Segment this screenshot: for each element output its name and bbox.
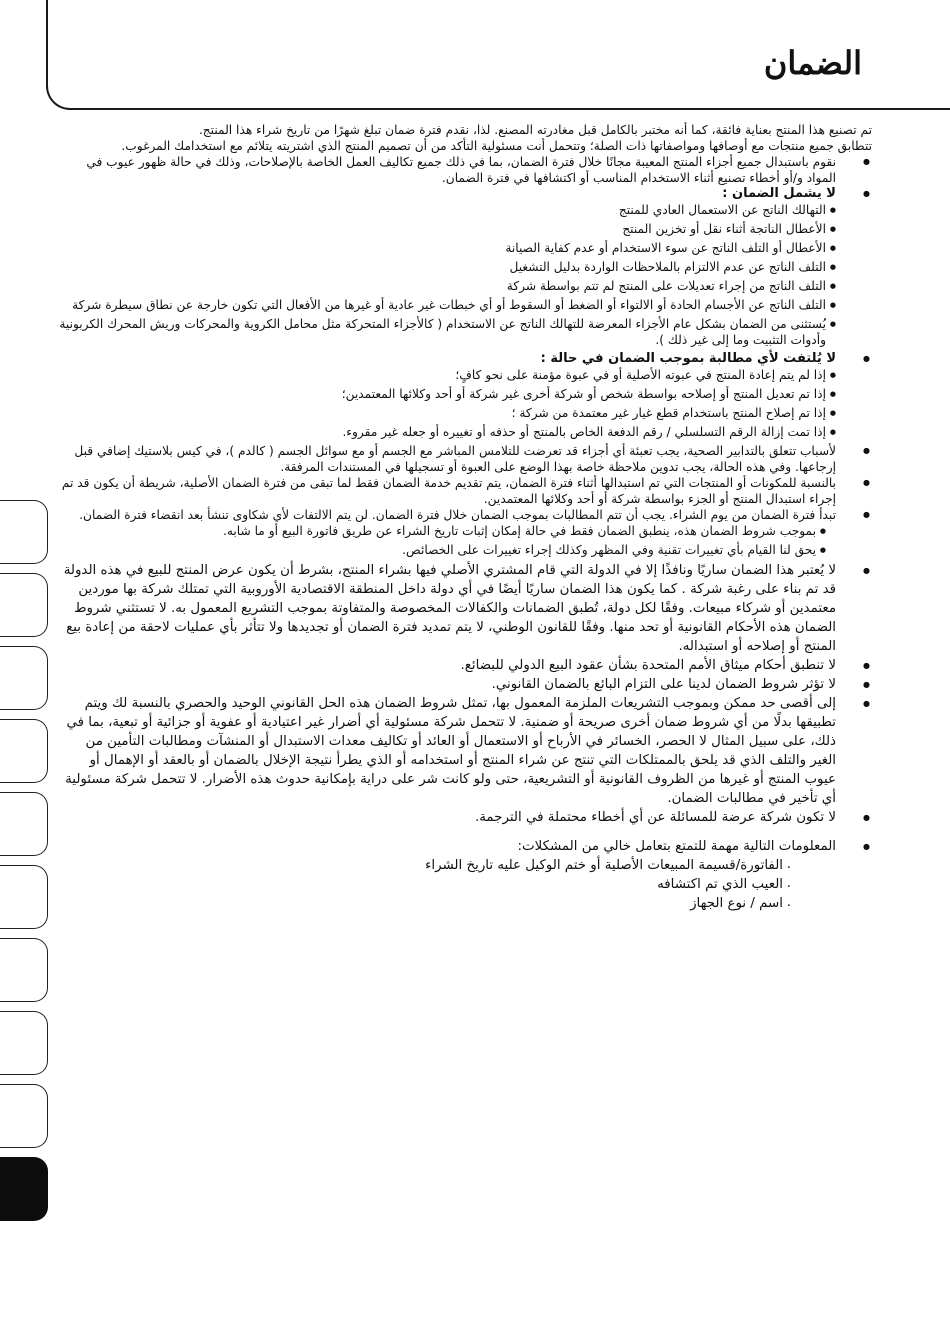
list-item: . الفاتورة/قسيمة المبيعات الأصلية أو ختم الوكيل عليه تاريخ الشراء xyxy=(56,856,791,875)
list-item: ● الأعطال أو التلف الناتج عن سوء الاستخدام أو عدم كفاية الصيانة xyxy=(56,240,836,256)
info-list xyxy=(56,856,836,913)
list-item: . العيب الذي تم اكتشافه xyxy=(56,875,791,894)
section-tabs xyxy=(0,500,48,1230)
seller-clause: ● لا تؤثر شروط الضمان لدينا على التزام البائع بالضمان القانوني. xyxy=(56,675,872,694)
replaced-parts-clause: ● بالنسبة للمكونات أو المنتجات التي تم استبدالها أثناء فترة الضمان، يتم تقديم خدمة الضمان فقط لما تبقى من فترة الضمان الأصلية، شريطة أن يكون قد تم إجراء استبدال المنتج أو الجزء بواسطة شركة أو أحد وكلائها المعتمدين. xyxy=(56,475,872,507)
liability-clause: ● إلى أقصى حد ممكن وبموجب التشريعات الملزمة المعمول بها، تمثل شروط الضمان هذه الحل القانوني الوحيد والحصري بالنسبة لك ويتم تطبيقها بدلًا من أي شروط ضمان أخرى صريحة أو ضمنية. لا تتحمل شركة مسئولية أي أضرار غير اعتيادية أو عفوية أو جزائية أو تبعية، بما في ذلك، على سبيل المثال لا الحصر، الخسائر في الأرباح أو الاستعمال أو العائد أو تكاليف معدات الاستبدال أو المنشآت ومطالبات التأمين من الغير والتلف الذي قد يلحق بالممتلكات التي تنتج عن شراء المنتج أو استخدامه أو الذي يطرأ نتيجة الإخلال بالضمان أو بالعقد أو الإهمال أو عيوب المنتج أو غيرها من الظروف القانونية أو التشريعية، حتى ولو كانت شر على دراية بإمكانية حدوث هذه الأضرار. لا تتحمل شركة مسئولية أي تأخير في مطالبات الضمان. xyxy=(56,694,872,808)
list-item: ● التلف الناتج عن عدم الالتزام بالملاحظات الواردة بدليل التشغيل xyxy=(56,259,836,275)
section-tab[interactable] xyxy=(0,938,48,1002)
section-tab[interactable] xyxy=(0,1084,48,1148)
terms-list xyxy=(56,154,872,913)
warranty-start-text: ● تبدأ فترة الضمان من يوم الشراء. يجب أن تتم المطالبات بموجب الضمان خلال فترة الضمان. لن يتم الالتفات لأي شكاوى تنشأ بعد انقضاء فترة الضمان. xyxy=(79,508,836,522)
intro-paragraph: تم تصنيع هذا المنتج بعناية فائقة، كما أنه مختبر بالكامل قبل مغادرته المصنع. لذا، نقدم فترة ضمان تبلغ شهرًا من تاريخ شراء هذا المنتج. xyxy=(198,123,872,137)
section-tab[interactable] xyxy=(0,500,48,564)
list-item: ● يُستثنى من الضمان بشكل عام الأجزاء المعرضة للتهالك الناتج عن الاستخدام ( كالأجزاء المتحركة مثل محامل الكروية والمحركات وريش المحرك الكربونية وأدوات التثبيت وما إلى غير ذلك ). xyxy=(56,316,836,348)
list-item: ● إذا لم يتم إعادة المنتج في عبوته الأصلية أو في عبوة مؤمنة على نحو كافٍ؛ xyxy=(56,367,836,383)
translation-clause: ● لا تكون شركة عرضة للمسائلة عن أي أخطاء محتملة في الترجمة. xyxy=(56,808,872,827)
intro-paragraph: تتطابق جميع منتجات مع أوصافها ومواصفاتها ذات الصلة؛ وتتحمل أنت مسئولية التأكد من أن تصميم المنتج الذي اشتريته يتلائم مع استخدامك المرغوب. xyxy=(121,139,872,153)
list-item: ● يحق لنا القيام بأي تغييرات تقنية وفي المظهر وكذلك إجراء تغييرات على الخصائص. xyxy=(56,542,826,558)
list-item: ● التلف الناتج من إجراء تعديلات على المنتج لم تتم بواسطة شركة xyxy=(56,278,836,294)
cisg-clause: ● لا تنطبق أحكام ميثاق الأمم المتحدة بشأن عقود البيع الدولي للبضائع. xyxy=(56,656,872,675)
not-covered-heading: ● لا يشمل الضمان : xyxy=(722,186,836,201)
claims-heading: ● لا يُلتفت لأي مطالبة بموجب الضمان في حالة : xyxy=(540,351,836,366)
list-item: ● إذا تمت إزالة الرقم التسلسلي / رقم الدفعة الخاص بالمنتج أو حذفه أو تغييره أو جعله غير مقروء. xyxy=(56,424,836,440)
list-item: ● إذا تم إصلاح المنتج باستخدام قطع غيار غير معتمدة من شركة ؛ xyxy=(56,405,836,421)
section-tab[interactable] xyxy=(0,865,48,929)
claims-section xyxy=(56,351,872,440)
section-tab[interactable] xyxy=(0,719,48,783)
list-item: ● التلف الناتج عن الأجسام الحادة أو الالتواء أو الضغط أو السقوط أو أي خبطات غير عادية أو غيرها من الأفعال التي تكون خارجة عن نطاق سيطرة شركة xyxy=(56,297,836,313)
list-item: ● إذا تم تعديل المنتج أو إصلاحه بواسطة شخص أو شركة أخرى غير شركة أو أحد وكلائها المعتمدين؛ xyxy=(56,386,836,402)
warranty-text xyxy=(56,122,872,913)
warranty-start-list xyxy=(56,523,836,558)
section-tab[interactable] xyxy=(0,573,48,637)
list-item: ● بموجب شروط الضمان هذه، ينطبق الضمان فقط في حالة إمكان إثبات تاريخ الشراء عن طريق فاتورة البيع أو ما شابه. xyxy=(56,523,826,539)
repair-clause: ● نقوم باستبدال جميع أجزاء المنتج المعيبة مجانًا خلال فترة الضمان، بما في ذلك جميع تكاليف العمل الخاصة بالإصلاحات، وذلك في حالة ظهور عيوب في المواد و/أو أخطاء تصنيع أثناء الاستخدام المناسب أو اكتشافها في فترة الضمان. xyxy=(56,154,872,186)
section-tab[interactable] xyxy=(0,1011,48,1075)
not-covered-section xyxy=(56,186,872,348)
hygiene-clause: ● لأسباب تتعلق بالتدابير الصحية، يجب تعبئة أي أجزاء قد تعرضت للتلامس المباشر مع الجسم أو مع سوائل الجسم ( كالدم )، في كيس بلاستيك إضافي قبل إرجاعها. وفي هذه الحالة، يجب تدوين ملاحظة خاصة بهذا الوضع على العبوة أو تسجيلها في المستندات المرفقة. xyxy=(56,443,872,475)
info-heading: ● المعلومات التالية مهمة للتمتع بتعامل خالي من المشكلات: xyxy=(517,839,836,854)
list-item: ● التهالك الناتج عن الاستعمال العادي للمنتج xyxy=(56,202,836,218)
list-item: ● الأعطال الناتجة أثناء نقل أو تخزين المنتج xyxy=(56,221,836,237)
info-section xyxy=(56,837,872,913)
claims-list xyxy=(56,367,836,440)
warranty-start-section xyxy=(56,507,872,558)
section-tab-active[interactable] xyxy=(0,1157,48,1221)
list-item: . اسم / نوع الجهاز xyxy=(56,894,791,913)
validity-clause: ● لا يُعتبر هذا الضمان ساريًا ونافذًا إلا في الدولة التي قام المشتري الأصلي فيها بشراء المنتج، بشرط أن يكون عرض المنتج للبيع في هذه الدولة قد تم بناء على رغبة شركة . كما يكون هذا الضمان ساريًا أيضًا في أي دولة داخل المنطقة الاقتصادية الأوروبية التي تمتلك شركة بها موردين معتمدين أو شركاء مبيعات. وفقًا لكل دولة، تُطبق الضمانات والكفالات المخصوصة والمتفاوتة بموجب التشريع المعمول به. لا تستثني شروط الضمان هذه الأحكام القانونية أو تحد منها. وفقًا للقانون الوطني، لا يتم تمديد فترة الضمان أو تجديدها ولا تتأثر بأي عمليات لاحقة من إعادة بيع المنتج أو إصلاحه أو استبداله. xyxy=(56,561,872,656)
section-tab[interactable] xyxy=(0,792,48,856)
not-covered-list xyxy=(56,202,836,348)
page-title: الضمان xyxy=(763,44,862,82)
section-tab[interactable] xyxy=(0,646,48,710)
